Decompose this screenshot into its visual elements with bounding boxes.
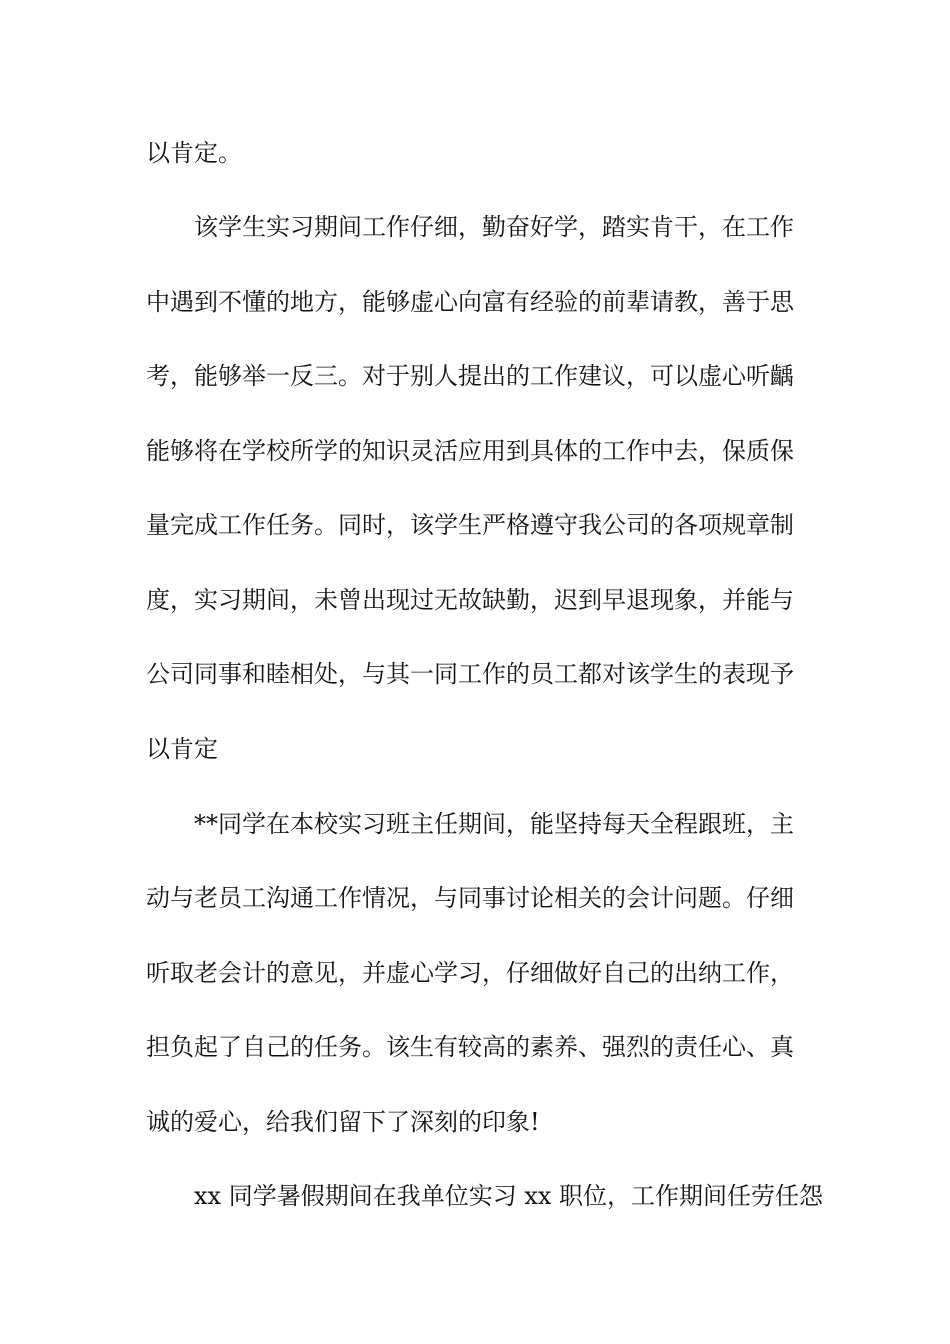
text-line: 中遇到不懂的地方，能够虚心向富有经验的前辈请教，善于思: [146, 288, 794, 316]
paragraph-start: xx 同学暑假期间在我单位实习 xx 职位，工作期间任劳任怨: [194, 1182, 824, 1210]
text-line: 动与老员工沟通工作情况，与同事讨论相关的会计问题。仔细: [146, 884, 794, 912]
text-line: 考，能够举一反三。对于别人提出的工作建议，可以虚心听齲: [146, 362, 794, 390]
text-line: 以肯定: [146, 735, 218, 763]
text-line: 以肯定。: [146, 139, 242, 167]
text-line: 公司同事和睦相处，与其一同工作的员工都对该学生的表现予: [146, 660, 794, 688]
text-line: 听取老会计的意见，并虚心学习，仔细做好自己的出纳工作，: [146, 959, 794, 987]
text-line: 担负起了自己的任务。该生有较高的素养、强烈的责任心、真: [146, 1033, 794, 1061]
paragraph-start: 该学生实习期间工作仔细，勤奋好学，踏实肯干，在工作: [194, 213, 794, 241]
text-line: 能够将在学校所学的知识灵活应用到具体的工作中去，保质保: [146, 437, 794, 465]
text-line: 诚的爱心，给我们留下了深刻的印象!: [146, 1108, 540, 1136]
text-line: 度，实习期间，未曾出现过无故缺勤，迟到早退现象，并能与: [146, 586, 794, 614]
text-line: 量完成工作任务。同时，该学生严格遵守我公司的各项规章制: [146, 511, 794, 539]
paragraph-start: **同学在本校实习班主任期间，能坚持每天全程跟班，主: [194, 810, 794, 838]
